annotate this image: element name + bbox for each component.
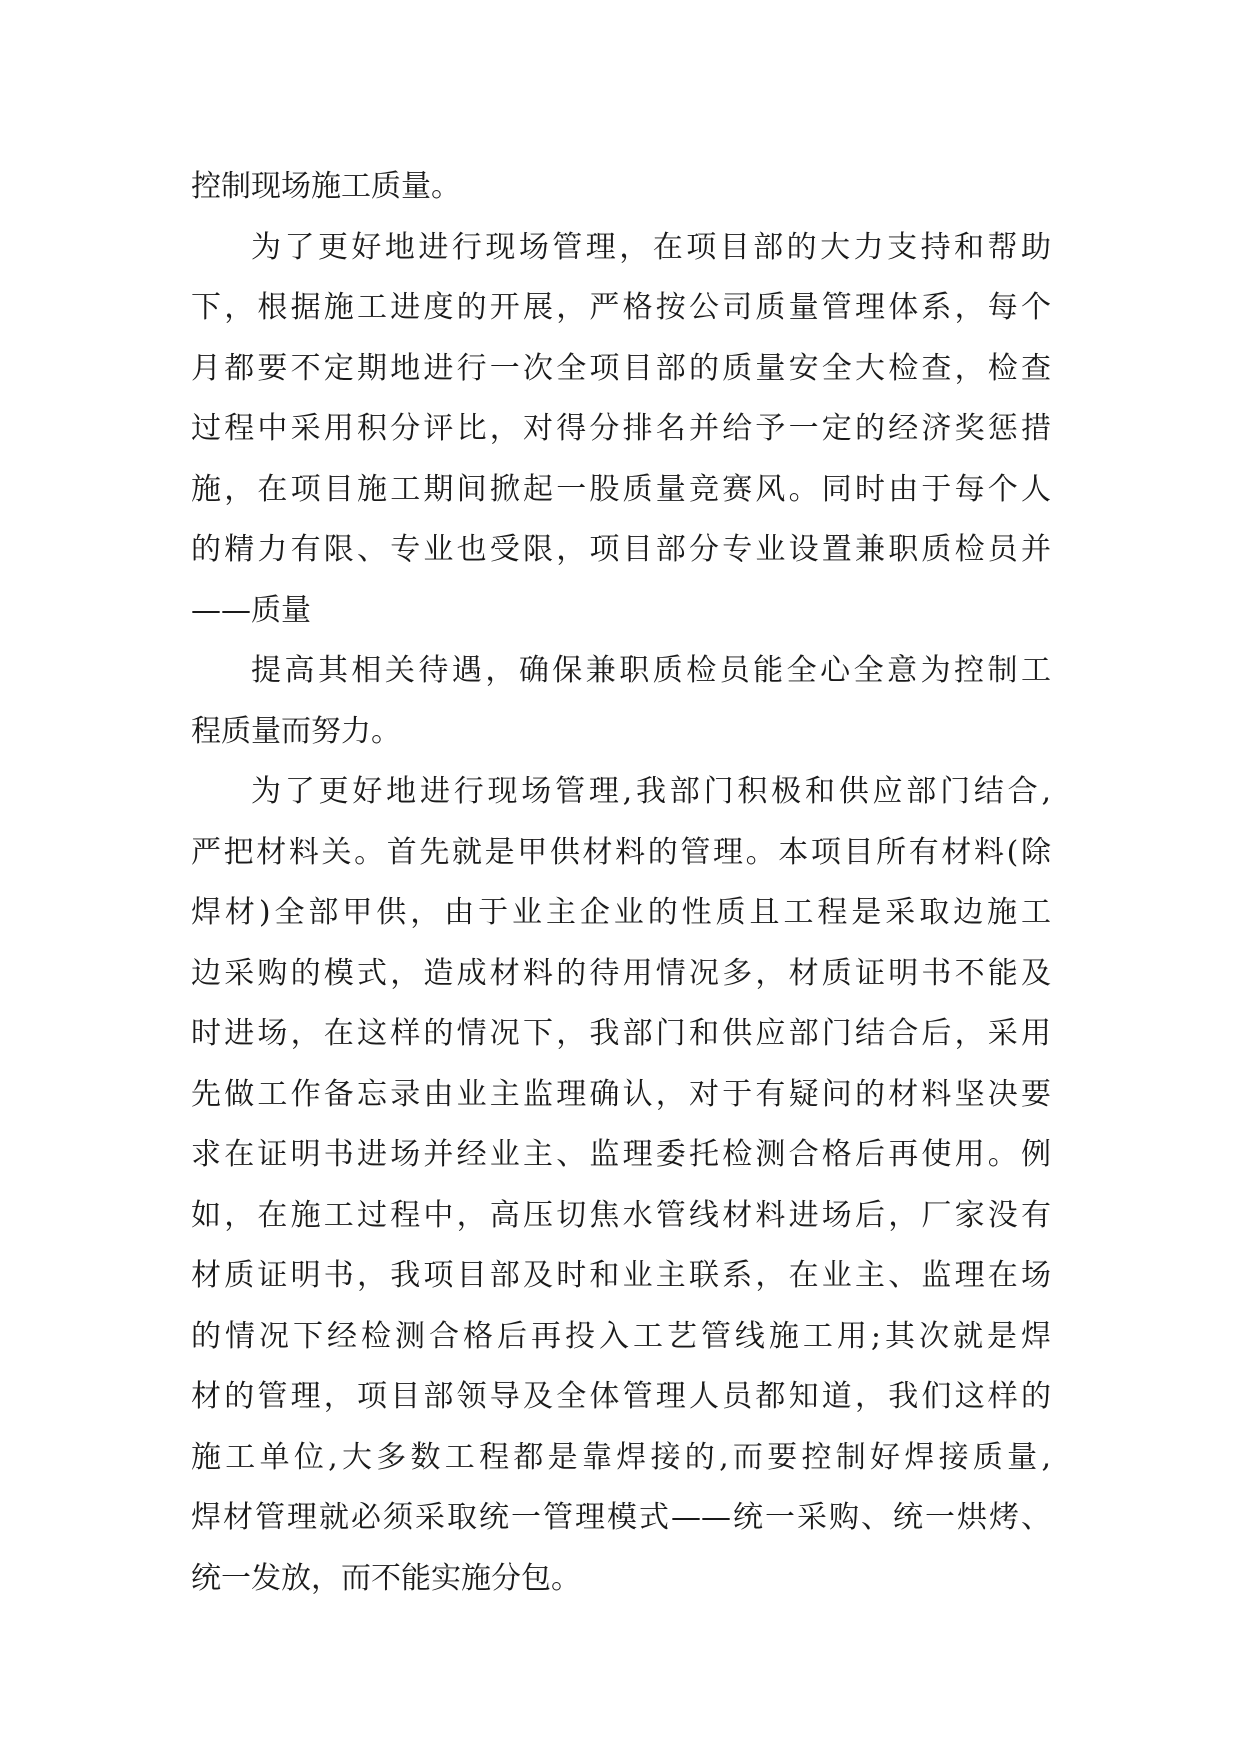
text-line: 严把材料关。首先就是甲供材料的管理。本项目所有材料(除 [191, 834, 1051, 870]
text-line: 施工单位,大多数工程都是靠焊接的,而要控制好焊接质量, [191, 1439, 1051, 1475]
text-line: 过程中采用积分评比，对得分排名并给予一定的经济奖惩措 [191, 411, 1051, 446]
text-line: 控制现场施工质量。 [191, 169, 461, 204]
text-line: 程质量而努力。 [191, 713, 401, 749]
text-line: 焊材管理就必须采取统一管理模式——统一采购、统一烘烤、 [191, 1500, 1051, 1535]
text-line: 为了更好地进行现场管理，在项目部的大力支持和帮助 [251, 229, 1051, 265]
text-line: 边采购的模式，造成材料的待用情况多，材质证明书不能及 [191, 955, 1051, 991]
text-line: 统一发放，而不能实施分包。 [191, 1560, 581, 1596]
text-line: 时进场，在这样的情况下，我部门和供应部门结合后，采用 [191, 1016, 1051, 1051]
text-line: 下，根据施工进度的开展，严格按公司质量管理体系，每个 [191, 290, 1051, 325]
text-line: 材质证明书，我项目部及时和业主联系，在业主、监理在场 [191, 1258, 1051, 1293]
document-body [191, 157, 1051, 1609]
text-line: 施，在项目施工期间掀起一股质量竞赛风。同时由于每个人 [191, 471, 1051, 507]
paragraph [191, 157, 1051, 218]
text-line: ——质量 [191, 592, 311, 628]
paragraph [191, 641, 1051, 762]
text-line: 为了更好地进行现场管理,我部门积极和供应部门结合, [251, 774, 1051, 809]
text-line: 求在证明书进场并经业主、监理委托检测合格后再使用。例 [191, 1137, 1051, 1172]
text-line: 月都要不定期地进行一次全项目部的质量安全大检查，检查 [191, 350, 1051, 386]
text-line: 的情况下经检测合格后再投入工艺管线施工用;其次就是焊 [191, 1318, 1051, 1354]
text-line: 如，在施工过程中，高压切焦水管线材料进场后，厂家没有 [191, 1197, 1051, 1233]
paragraph [191, 762, 1051, 1609]
text-line: 提高其相关待遇，确保兼职质检员能全心全意为控制工 [251, 653, 1051, 688]
text-line: 先做工作备忘录由业主监理确认，对于有疑问的材料坚决要 [191, 1076, 1051, 1112]
text-line: 材的管理，项目部领导及全体管理人员都知道，我们这样的 [191, 1379, 1051, 1414]
paragraph [191, 218, 1051, 642]
text-line: 焊材)全部甲供，由于业主企业的性质且工程是采取边施工 [191, 895, 1051, 930]
text-line: 的精力有限、专业也受限，项目部分专业设置兼职质检员并 [191, 532, 1051, 567]
